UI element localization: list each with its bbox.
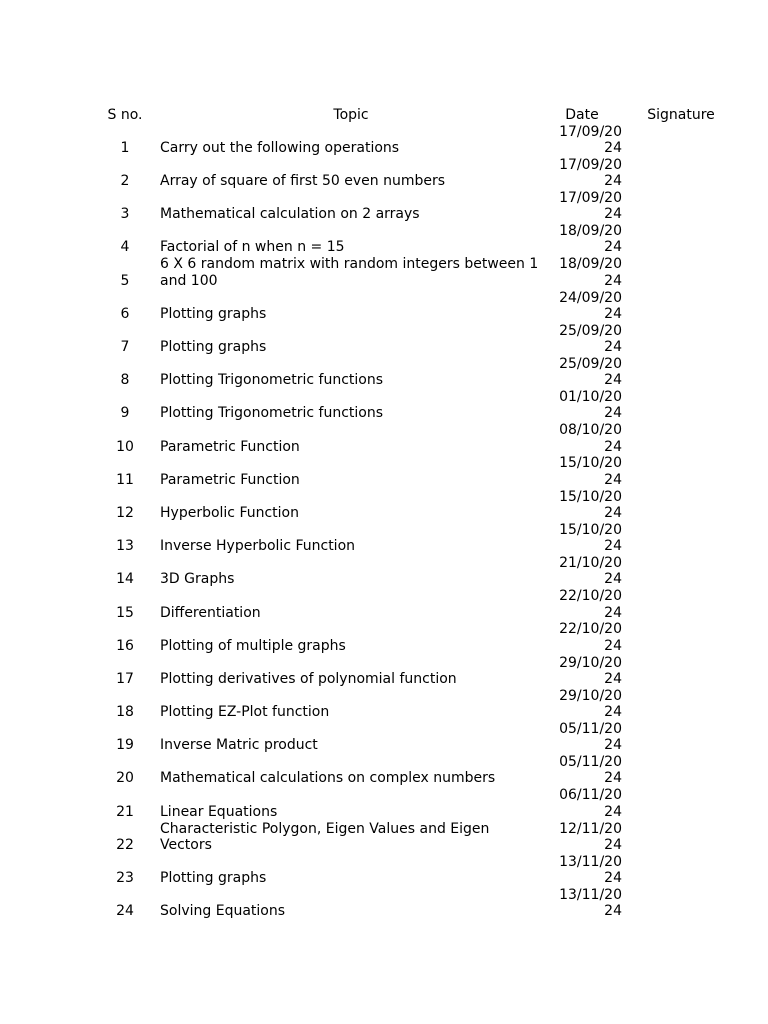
row-date-cell bbox=[542, 123, 622, 156]
row-signature bbox=[622, 322, 740, 355]
row-date-cell bbox=[542, 554, 622, 587]
table-row bbox=[90, 754, 740, 787]
table-row bbox=[90, 422, 740, 455]
row-sno: 18 bbox=[116, 704, 134, 721]
row-date: 06/11/2024 bbox=[559, 787, 622, 820]
row-date-cell bbox=[542, 289, 622, 322]
row-sno: 4 bbox=[120, 239, 130, 256]
table-row bbox=[90, 886, 740, 919]
row-topic: Plotting derivatives of polynomial function bbox=[160, 670, 457, 687]
row-date-cell bbox=[542, 422, 622, 455]
table-row bbox=[90, 554, 740, 587]
row-date: 01/10/2024 bbox=[559, 389, 622, 422]
row-date: 17/09/2024 bbox=[559, 123, 622, 156]
row-date-cell bbox=[542, 588, 622, 621]
table-row bbox=[90, 289, 740, 322]
row-date-cell bbox=[542, 455, 622, 488]
table-row bbox=[90, 588, 740, 621]
row-date: 05/11/2024 bbox=[559, 754, 622, 787]
row-date: 15/10/2024 bbox=[559, 521, 622, 555]
row-signature bbox=[622, 189, 740, 222]
row-sno: 23 bbox=[116, 870, 134, 887]
row-date: 22/10/2024 bbox=[559, 588, 622, 621]
row-date: 22/10/2024 bbox=[559, 621, 622, 654]
row-date: 25/09/2024 bbox=[559, 322, 622, 356]
row-date: 24/09/2024 bbox=[559, 289, 622, 322]
table-row bbox=[90, 256, 740, 289]
row-date: 15/10/2024 bbox=[559, 455, 622, 488]
row-signature bbox=[622, 256, 740, 289]
row-topic: 3D Graphs bbox=[160, 571, 235, 588]
row-sno: 19 bbox=[116, 737, 134, 754]
row-signature bbox=[622, 554, 740, 587]
row-signature bbox=[622, 588, 740, 621]
row-date-cell bbox=[542, 787, 622, 820]
row-signature bbox=[622, 853, 740, 886]
row-signature bbox=[622, 123, 740, 156]
row-date-cell bbox=[542, 687, 622, 720]
row-date-cell bbox=[542, 754, 622, 787]
row-topic: Solving Equations bbox=[160, 903, 286, 920]
table-row bbox=[90, 820, 740, 853]
row-topic: Plotting graphs bbox=[160, 305, 267, 322]
row-topic: Characteristic Polygon, Eigen Values and Eigen Vectors bbox=[160, 820, 490, 853]
table-row bbox=[90, 455, 740, 488]
row-sno: 11 bbox=[116, 471, 134, 488]
row-date: 29/10/2024 bbox=[559, 687, 622, 721]
row-date: 21/10/2024 bbox=[559, 555, 622, 588]
table-row bbox=[90, 720, 740, 753]
row-date: 25/09/2024 bbox=[559, 355, 622, 389]
row-date-cell bbox=[542, 389, 622, 422]
row-topic: Hyperbolic Function bbox=[160, 504, 299, 521]
row-sno: 9 bbox=[120, 405, 130, 422]
row-sno: 7 bbox=[120, 339, 130, 356]
row-topic: Linear Equations bbox=[160, 803, 278, 820]
row-sno: 21 bbox=[116, 803, 134, 820]
row-topic: Carry out the following operations bbox=[160, 139, 400, 156]
row-signature bbox=[622, 355, 740, 388]
table-row bbox=[90, 156, 740, 189]
table-row bbox=[90, 787, 740, 820]
row-sno: 1 bbox=[120, 139, 130, 156]
row-topic: Plotting Trigonometric functions bbox=[160, 372, 384, 389]
row-signature bbox=[622, 754, 740, 787]
row-date: 12/11/2024 bbox=[559, 820, 622, 853]
row-signature bbox=[622, 422, 740, 455]
table-row bbox=[90, 123, 740, 156]
row-sno: 5 bbox=[120, 272, 130, 289]
row-date-cell bbox=[542, 256, 622, 289]
header-sno: S no. bbox=[107, 106, 143, 123]
row-signature bbox=[622, 389, 740, 422]
row-topic: Factorial of n when n = 15 bbox=[160, 239, 345, 256]
header-row bbox=[90, 101, 740, 123]
row-date-cell bbox=[542, 223, 622, 256]
row-topic: Parametric Function bbox=[160, 438, 300, 455]
row-sno: 8 bbox=[120, 372, 130, 389]
row-sno: 12 bbox=[116, 504, 134, 521]
row-topic: Plotting Trigonometric functions bbox=[160, 405, 384, 422]
row-sno: 20 bbox=[116, 770, 134, 787]
row-signature bbox=[622, 156, 740, 189]
row-sno: 22 bbox=[116, 836, 134, 853]
row-date-cell bbox=[542, 521, 622, 554]
table-row bbox=[90, 355, 740, 388]
row-signature bbox=[622, 787, 740, 820]
row-signature bbox=[622, 687, 740, 720]
row-topic: Mathematical calculation on 2 arrays bbox=[160, 206, 420, 223]
row-sno: 14 bbox=[116, 571, 134, 588]
row-date-cell bbox=[542, 654, 622, 687]
row-date-cell bbox=[542, 156, 622, 189]
row-sno: 16 bbox=[116, 637, 134, 654]
row-date: 13/11/2024 bbox=[559, 886, 622, 920]
row-signature bbox=[622, 223, 740, 256]
table-row bbox=[90, 189, 740, 222]
row-date: 17/09/2024 bbox=[559, 189, 622, 223]
row-date-cell bbox=[542, 820, 622, 853]
row-topic: Differentiation bbox=[160, 604, 261, 621]
row-date: 17/09/2024 bbox=[559, 156, 622, 190]
row-date-cell bbox=[542, 322, 622, 355]
row-topic: 6 X 6 random matrix with random integers between 1 and 100 bbox=[160, 256, 539, 289]
row-date: 18/09/2024 bbox=[559, 223, 622, 256]
row-sno: 24 bbox=[116, 903, 134, 920]
row-date-cell bbox=[542, 621, 622, 654]
index-table bbox=[90, 101, 740, 920]
row-signature bbox=[622, 886, 740, 919]
row-date-cell bbox=[542, 720, 622, 753]
table-row bbox=[90, 223, 740, 256]
row-topic: Parametric Function bbox=[160, 471, 300, 488]
row-sno: 15 bbox=[116, 604, 134, 621]
row-topic: Plotting graphs bbox=[160, 870, 267, 887]
row-date: 18/09/2024 bbox=[559, 256, 622, 289]
row-topic: Inverse Hyperbolic Function bbox=[160, 538, 356, 555]
row-sno: 6 bbox=[120, 305, 130, 322]
row-signature bbox=[622, 521, 740, 554]
row-topic: Plotting EZ-Plot function bbox=[160, 704, 330, 721]
table-row bbox=[90, 621, 740, 654]
row-signature bbox=[622, 488, 740, 521]
row-date: 15/10/2024 bbox=[559, 488, 622, 521]
row-signature bbox=[622, 455, 740, 488]
row-signature bbox=[622, 820, 740, 853]
row-date-cell bbox=[542, 355, 622, 388]
table-row bbox=[90, 687, 740, 720]
row-date: 05/11/2024 bbox=[559, 720, 622, 754]
row-signature bbox=[622, 289, 740, 322]
row-date: 08/10/2024 bbox=[559, 422, 622, 455]
table-row bbox=[90, 488, 740, 521]
table-row bbox=[90, 654, 740, 687]
row-topic: Array of square of first 50 even numbers bbox=[160, 173, 446, 190]
row-date: 13/11/2024 bbox=[559, 853, 622, 887]
row-date: 29/10/2024 bbox=[559, 654, 622, 687]
row-date-cell bbox=[542, 488, 622, 521]
row-signature bbox=[622, 621, 740, 654]
row-sno: 2 bbox=[120, 173, 130, 190]
row-sno: 17 bbox=[116, 670, 134, 687]
header-topic: Topic bbox=[333, 106, 369, 123]
row-topic: Plotting graphs bbox=[160, 339, 267, 356]
table-row bbox=[90, 521, 740, 554]
row-date-cell bbox=[542, 886, 622, 919]
table-row bbox=[90, 389, 740, 422]
table-row bbox=[90, 322, 740, 355]
row-topic: Mathematical calculations on complex numbers bbox=[160, 770, 496, 787]
row-sno: 13 bbox=[116, 538, 134, 555]
row-sno: 10 bbox=[116, 438, 134, 455]
header-signature: Signature bbox=[647, 106, 715, 123]
table-body bbox=[90, 123, 740, 920]
header-date: Date bbox=[565, 106, 599, 123]
row-sno: 3 bbox=[120, 206, 130, 223]
row-topic: Inverse Matric product bbox=[160, 737, 318, 754]
row-date-cell bbox=[542, 853, 622, 886]
row-signature bbox=[622, 654, 740, 687]
row-topic: Plotting of multiple graphs bbox=[160, 637, 346, 654]
row-date-cell bbox=[542, 189, 622, 222]
row-signature bbox=[622, 720, 740, 753]
table-row bbox=[90, 853, 740, 886]
